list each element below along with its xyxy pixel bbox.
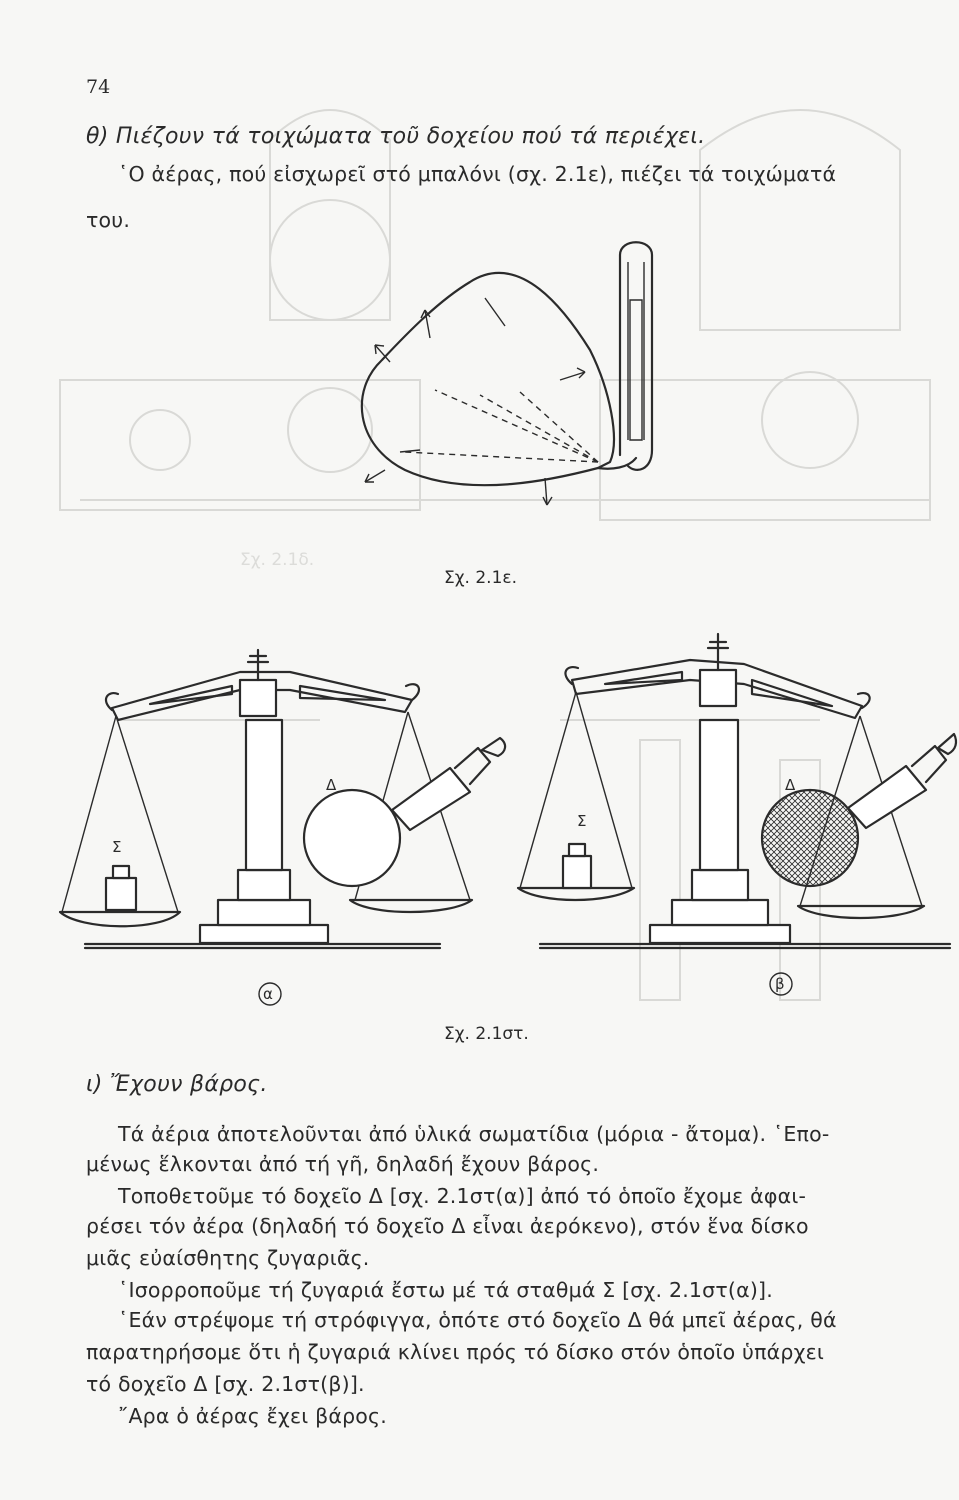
weight-label-a: Σ <box>112 838 122 856</box>
section-iota-line-10: ῎Αρα ὁ ἀέρας ἔχει βάρος. <box>118 1404 387 1428</box>
panel-a-label: α <box>263 985 273 1003</box>
bleed-caption: Σχ. 2.1δ. <box>240 550 315 570</box>
panel-b-marker <box>770 973 792 995</box>
section-iota-line-6: ῾Ισορροποῦμε τή ζυγαριά ἔστω μέ τά σταθμά Σ [σχ. 2.1στ(α)]. <box>118 1278 773 1302</box>
section-iota-line-1: Τά ἀέρια ἀποτελοῦνται ἀπό ὑλικά σωματίδια (μόρια - ἄτομα). ῾Επο- <box>118 1122 830 1146</box>
page-number: 74 <box>86 76 111 98</box>
section-iota-line-7: ῾Εάν στρέψομε τή στρόφιγγα, ὁπότε στό δοχεῖο Δ θά μπεῖ ἀέρας, θά <box>118 1308 837 1332</box>
figure-e-caption: Σχ. 2.1ε. <box>444 568 517 588</box>
section-theta-heading: θ) Πιέζουν τά τοιχώματα τοῦ δοχείου πού τά περιέχει. <box>86 124 706 149</box>
figure-st-caption: Σχ. 2.1στ. <box>444 1024 529 1044</box>
panel-b-label: β <box>775 975 785 993</box>
section-iota-line-9: τό δοχεῖο Δ [σχ. 2.1στ(β)]. <box>86 1372 365 1396</box>
vessel-label-b: Δ <box>785 776 796 794</box>
weight-label-b: Σ <box>577 812 587 830</box>
section-iota-line-2: μένως ἕλκονται ἀπό τή γῆ, δηλαδή ἔχουν βάρος. <box>86 1152 600 1176</box>
section-iota-line-4: ρέσει τόν ἀέρα (δηλαδή τό δοχεῖο Δ εἶναι ἀερόκενο), στόν ἕνα δίσκο <box>86 1214 809 1238</box>
section-theta-line-2: του. <box>86 208 131 232</box>
vessel-label-a: Δ <box>326 776 337 794</box>
section-theta-line-1: ῾Ο ἀέρας, πού εἰσχωρεῖ στό μπαλόνι (σχ. 2.1ε), πιέζει τά τοιχώματά <box>118 162 837 186</box>
panel-a-marker <box>259 983 281 1005</box>
section-iota-line-5: μιᾶς εὐαίσθητης ζυγαριᾶς. <box>86 1246 370 1270</box>
balance-b <box>518 634 956 948</box>
section-iota-line-3: Τοποθετοῦμε τό δοχεῖο Δ [σχ. 2.1στ(α)] ἀπό τό ὁποῖο ἔχομε ἀφαι- <box>118 1184 807 1208</box>
balance-a <box>60 650 505 948</box>
section-iota-heading: ι) Ἔχουν βάρος. <box>86 1072 268 1097</box>
section-iota-line-8: παρατηρήσομε ὅτι ἡ ζυγαριά κλίνει πρός τό δίσκο στόν ὁποῖο ὑπάρχει <box>86 1340 825 1364</box>
